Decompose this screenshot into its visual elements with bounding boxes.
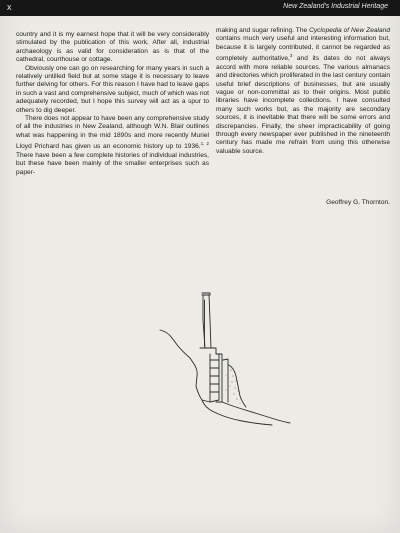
paragraph-3-continued: There have been a few complete histories of individual industries, but these have been mainly of the smaller enterprises such as paper- <box>16 151 209 176</box>
running-head: New Zealand's Industrial Heritage <box>283 3 388 10</box>
right-text-middle: contains much very useful and interesting information but, because it is largely contributed, it cannot be regarded as completely authoritative, <box>216 35 390 63</box>
chimney-ruin-illustration <box>150 290 380 430</box>
paragraph-2: Obviously one can go on researching for many years in such a relatively untilled field but at some stage it is necessary to leave further delving for others. For this reason I have had to leave gaps in such a vast and comprehensive subject, much of which was not adequately recorded, but I hope this survey will act as a spur to others to dig deeper. <box>16 64 209 114</box>
header-bar <box>0 0 400 16</box>
paragraph-3-text: There does not appear to have been any comprehensive study of all the industries in New Zealand, although W.N. Blair outlines what was happening in the mid 1890s and more recently Muriel Lloyd Prichard has given us an economic history up to 1936. <box>16 115 209 151</box>
right-text-start: making and sugar refining. The <box>216 27 310 34</box>
right-paragraph <box>216 27 390 156</box>
page-number: x <box>7 2 12 12</box>
footnote-ref: 1, 2 <box>200 141 209 147</box>
author-signature: Geoffrey G. Thornton. <box>326 199 390 206</box>
cyclopedia-title: Cyclopedia of New Zealand <box>309 27 390 34</box>
right-text-end: and its dates do not always accord with more reliable sources. The various almanacs and directories which proliferated in the last century contain useful brief descriptions of businesses, but are usually vague or non-committal as to their origins. Most public libraries have incomplete collections. I have consulted many such works but, as the majority are secondary sources, it is inevitable that there will be some errors and discrepancies. Finally, the sheer impracticability of going through every newspaper ever published in the nineteenth century has made me refrain from using this otherwise valuable source. <box>216 55 391 155</box>
footnote-ref-3: 3 <box>289 53 293 59</box>
paragraph-1: country and it is my earnest hope that it will be very considerably stimulated by the publication of this work. After all, industrial archaeology is as valid for consideration as is that of the cathedral, courthouse or cottage. <box>16 31 209 64</box>
right-column <box>216 27 390 156</box>
paragraph-3 <box>16 115 209 177</box>
left-column <box>16 31 209 177</box>
